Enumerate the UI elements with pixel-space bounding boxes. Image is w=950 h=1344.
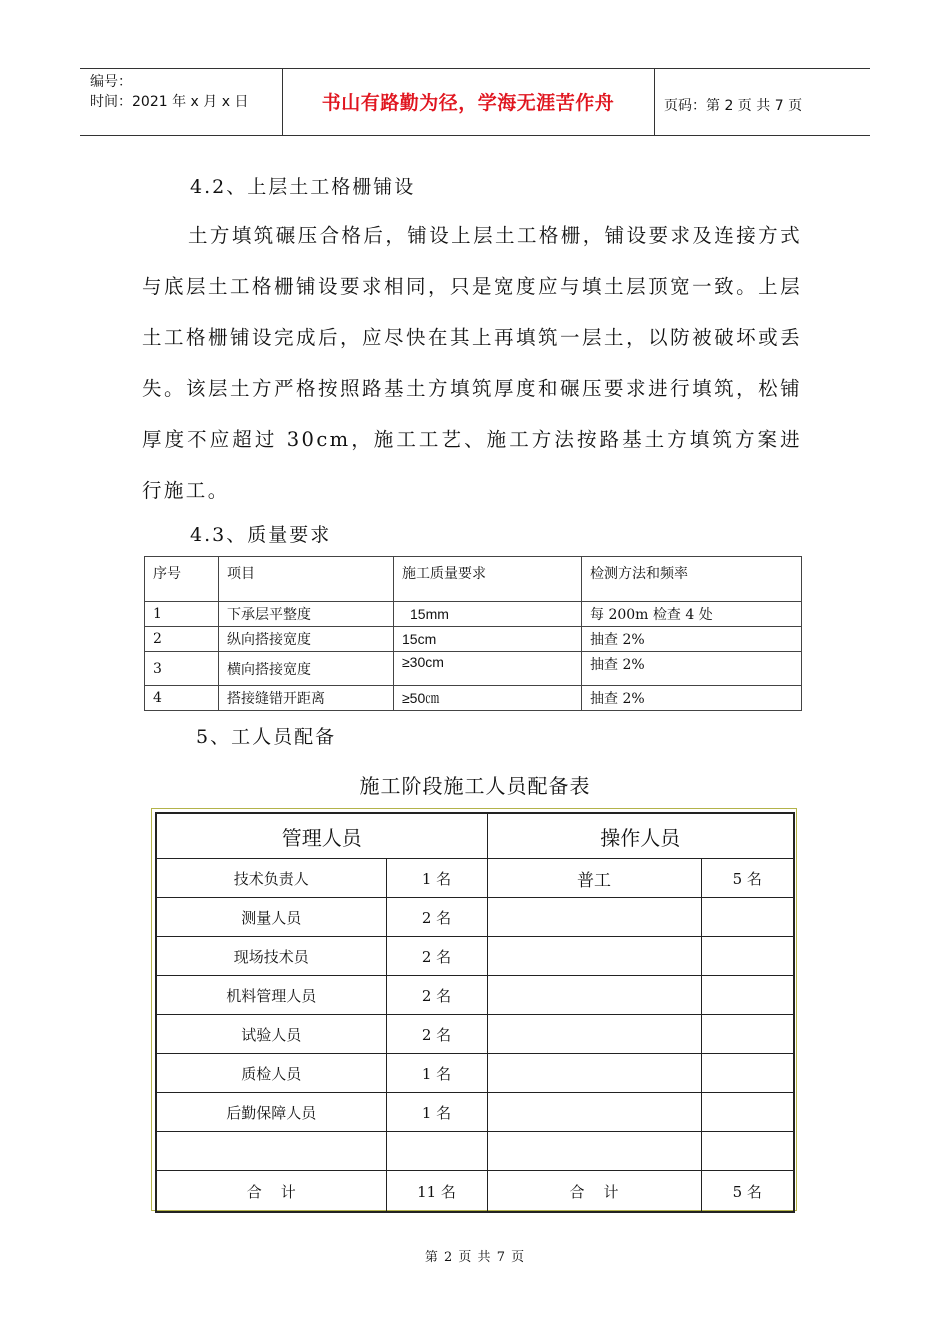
table-row: [145, 686, 802, 711]
section-4-2-paragraph: [142, 210, 802, 516]
quality-cell: 1: [145, 602, 219, 627]
section-4-2-text: 土方填筑碾压合格后，铺设上层土工格栅，铺设要求及连接方式与底层土工格栅铺设要求相同，只是宽度应与填土层顶宽一致。上层土工格栅铺设完成后，应尽快在其上再填筑一层土，以防被破坏或丢失。该层土方严格按照路基土方填筑厚度和碾压要求进行填筑，松铺厚度不应超过 30cm，施工工艺、施工方法按路基土方填筑方案进行施工。: [142, 224, 802, 502]
staff-total-label: 合 计: [156, 1171, 386, 1213]
section-4-2-heading: 4.2、上层土工格栅铺设: [190, 176, 416, 198]
quality-cell: 下承层平整度: [219, 602, 394, 627]
staff-cell: [487, 1132, 701, 1171]
quality-cell: 抽查 2%: [582, 652, 802, 686]
staff-cell: 2 名: [386, 937, 487, 976]
staff-total-label: 合 计: [487, 1171, 701, 1213]
table-row: [156, 1132, 794, 1171]
header-bottom-rule: [80, 135, 870, 136]
staff-cell: 普工: [487, 859, 701, 898]
staff-cell: 试验人员: [156, 1015, 386, 1054]
quality-cell: 3: [145, 652, 219, 686]
staff-table: [155, 812, 795, 1213]
staff-cell: 测量人员: [156, 898, 386, 937]
quality-cell: 抽查 2%: [582, 627, 802, 652]
table-row: [145, 627, 802, 652]
staff-cell: [701, 1132, 794, 1171]
staff-cell: 1 名: [386, 1093, 487, 1132]
quality-cell: 15mm: [394, 602, 582, 627]
table-row: [156, 898, 794, 937]
page-footer: 第 2 页 共 7 页: [424, 1250, 526, 1265]
quality-cell: ≥50㎝: [394, 686, 582, 711]
table-row: [156, 1093, 794, 1132]
staff-cell: 机料管理人员: [156, 976, 386, 1015]
quality-cell: 每 200m 检查 4 处: [582, 602, 802, 627]
staff-total-operators: 5 名: [701, 1171, 794, 1213]
quality-header-cell: 序号: [145, 557, 219, 602]
staff-cell: 2 名: [386, 898, 487, 937]
staff-header-management: 管理人员: [156, 813, 487, 859]
staff-cell: [701, 1015, 794, 1054]
header-time: 时间：2021 年 x 月 x 日: [90, 94, 249, 110]
staff-cell: 1 名: [386, 1054, 487, 1093]
staff-cell: 现场技术员: [156, 937, 386, 976]
quality-header-cell: 项目: [219, 557, 394, 602]
section-4-3-heading: 4.3、质量要求: [190, 524, 332, 546]
staff-table-title: 施工阶段施工人员配备表: [359, 774, 591, 798]
staff-cell: [701, 937, 794, 976]
quality-cell: 2: [145, 627, 219, 652]
quality-cell: 4: [145, 686, 219, 711]
quality-cell: 15cm: [394, 627, 582, 652]
staff-cell: 2 名: [386, 976, 487, 1015]
header-motto: 书山有路勤为径，学海无涯苦作舟: [321, 92, 615, 114]
quality-table-header: [145, 557, 802, 602]
table-row: [156, 1054, 794, 1093]
staff-total-row: [156, 1171, 794, 1213]
staff-cell: [701, 1054, 794, 1093]
quality-cell: 抽查 2%: [582, 686, 802, 711]
quality-header-cell: 施工质量要求: [394, 557, 582, 602]
staff-cell: [701, 898, 794, 937]
header-page: 页码：第 2 页 共 7 页: [664, 98, 803, 114]
staff-cell: [701, 1093, 794, 1132]
table-row: [145, 602, 802, 627]
quality-cell: 横向搭接宽度: [219, 652, 394, 686]
quality-table: [144, 556, 802, 711]
section-5-heading: 5、工人员配备: [196, 726, 337, 748]
staff-cell: [701, 976, 794, 1015]
header-number: 编号：: [90, 74, 132, 90]
staff-cell: [487, 1015, 701, 1054]
table-row: [156, 1015, 794, 1054]
staff-cell: 技术负责人: [156, 859, 386, 898]
staff-header-operators: 操作人员: [487, 813, 794, 859]
table-row: [156, 976, 794, 1015]
quality-cell: ≥30cm: [394, 652, 582, 686]
staff-cell: 2 名: [386, 1015, 487, 1054]
staff-cell: [156, 1132, 386, 1171]
table-row: [156, 937, 794, 976]
staff-cell: [487, 1054, 701, 1093]
quality-cell: 纵向搭接宽度: [219, 627, 394, 652]
staff-table-header: [156, 813, 794, 859]
staff-cell: 1 名: [386, 859, 487, 898]
header-divider-right: [654, 68, 655, 135]
staff-cell: [487, 1093, 701, 1132]
table-row: [156, 859, 794, 898]
staff-cell: [487, 937, 701, 976]
staff-total-management: 11 名: [386, 1171, 487, 1213]
staff-cell: 5 名: [701, 859, 794, 898]
staff-cell: [487, 976, 701, 1015]
quality-cell: 搭接缝错开距离: [219, 686, 394, 711]
quality-header-cell: 检测方法和频率: [582, 557, 802, 602]
staff-cell: 后勤保障人员: [156, 1093, 386, 1132]
staff-cell: [386, 1132, 487, 1171]
staff-cell: [487, 898, 701, 937]
table-row: [145, 652, 802, 686]
staff-cell: 质检人员: [156, 1054, 386, 1093]
